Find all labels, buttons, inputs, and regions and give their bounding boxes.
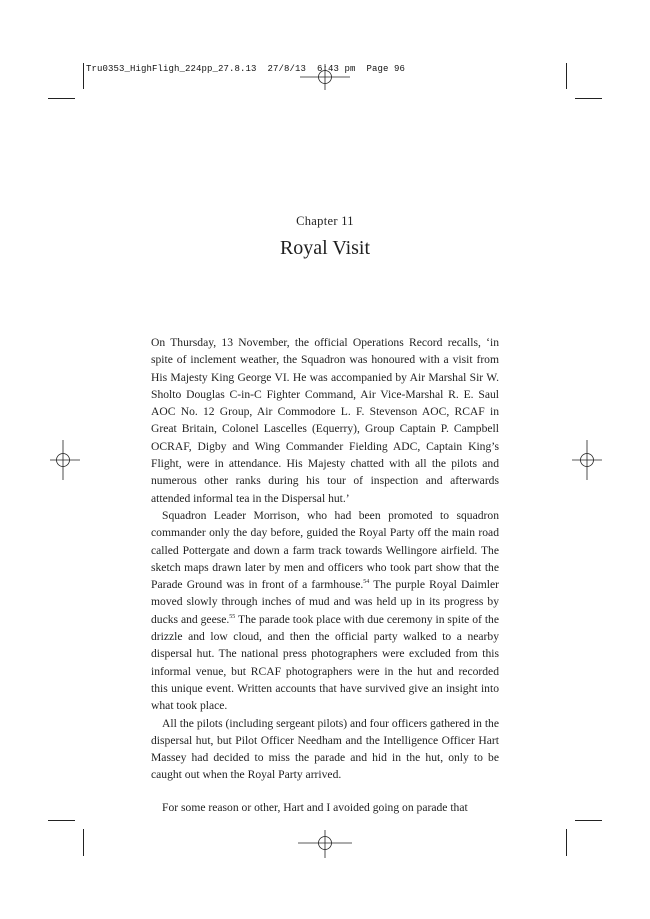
footnote-reference: 54 xyxy=(363,579,370,586)
chapter-label: Chapter 11 xyxy=(296,214,354,228)
paragraph-2 xyxy=(151,507,499,715)
quote-paragraph xyxy=(151,799,499,816)
chapter-title: Royal Visit xyxy=(279,237,371,259)
crop-mark-bottom-right-horizontal xyxy=(575,820,602,821)
crop-mark-bottom-right-vertical xyxy=(566,829,567,856)
paragraph-3 xyxy=(151,715,499,784)
registration-mark-right-icon xyxy=(572,440,602,480)
text-segment: The purple Royal Daimler moved slowly through inches of mud and was held up in its progress by ducks and geese. xyxy=(151,578,499,626)
crop-mark-top-left-horizontal xyxy=(48,98,75,99)
printer-slug: Tru0353_HighFligh_224pp_27.8.13 27/8/13 6:43 pm Page 96 xyxy=(86,64,406,74)
crop-mark-top-right-vertical xyxy=(566,63,567,89)
crop-mark-top-left-vertical xyxy=(83,63,84,89)
registration-mark-bottom-icon xyxy=(298,830,352,858)
text-segment: Squadron Leader Morrison, who had been promoted to squadron commander only the day before, guided the Royal Party off the main road called Pottergate and down a farm track towards Wellingore airfield. The sketch maps drawn later by men and officers who took part show that the Parade Ground was in front of a farmhouse. xyxy=(151,508,499,592)
text-segment: All the pilots (including sergeant pilots) and four officers gathered in the dispersal hut, but Pilot Officer Needham and the Intelligence Officer Hart Massey had decided to miss the parade and hid in the hut, only to be caught out when the Royal Party arrived. xyxy=(151,716,499,782)
text-segment: The parade took place with due ceremony in spite of the drizzle and low cloud, and then the official party walked to a nearby dispersal hut. The national press photographers were excluded from this informal venue, but RCAF photographers were in the hut and recorded this unique event. Written accounts that have survived give an insight into what took place. xyxy=(151,612,499,713)
footnote-reference: 55 xyxy=(229,613,236,620)
paragraph-1 xyxy=(151,334,499,507)
crop-mark-bottom-left-vertical xyxy=(83,829,84,856)
text-segment: For some reason or other, Hart and I avoided going on parade that xyxy=(162,800,468,814)
crop-mark-top-right-horizontal xyxy=(575,98,602,99)
crop-mark-bottom-left-horizontal xyxy=(48,820,75,821)
registration-mark-top-icon xyxy=(300,60,350,90)
registration-mark-left-icon xyxy=(50,440,80,480)
body-text xyxy=(151,334,499,816)
text-segment: On Thursday, 13 November, the official Operations Record recalls, ‘in spite of inclement weather, the Squadron was honoured with a visit from His Majesty King George VI. He was accompanied by Air Marshal Sir W. Sholto Douglas C-in-C Fighter Command, Air Vice-Marshal R. E. Saul AOC No. 12 Group, Air Commodore L. F. Stevenson AOC, RCAF in Great Britain, Colonel Lascelles (Equerry), Group Captain P. Campbell OCRAF, Digby and Wing Commander Fielding ADC, Captain King’s Flight, were in attendance. His Majesty chatted with all the pilots and numerous other ranks during his tour of inspection and afterwards attended informal tea in the Dispersal hut.’ xyxy=(151,336,499,505)
